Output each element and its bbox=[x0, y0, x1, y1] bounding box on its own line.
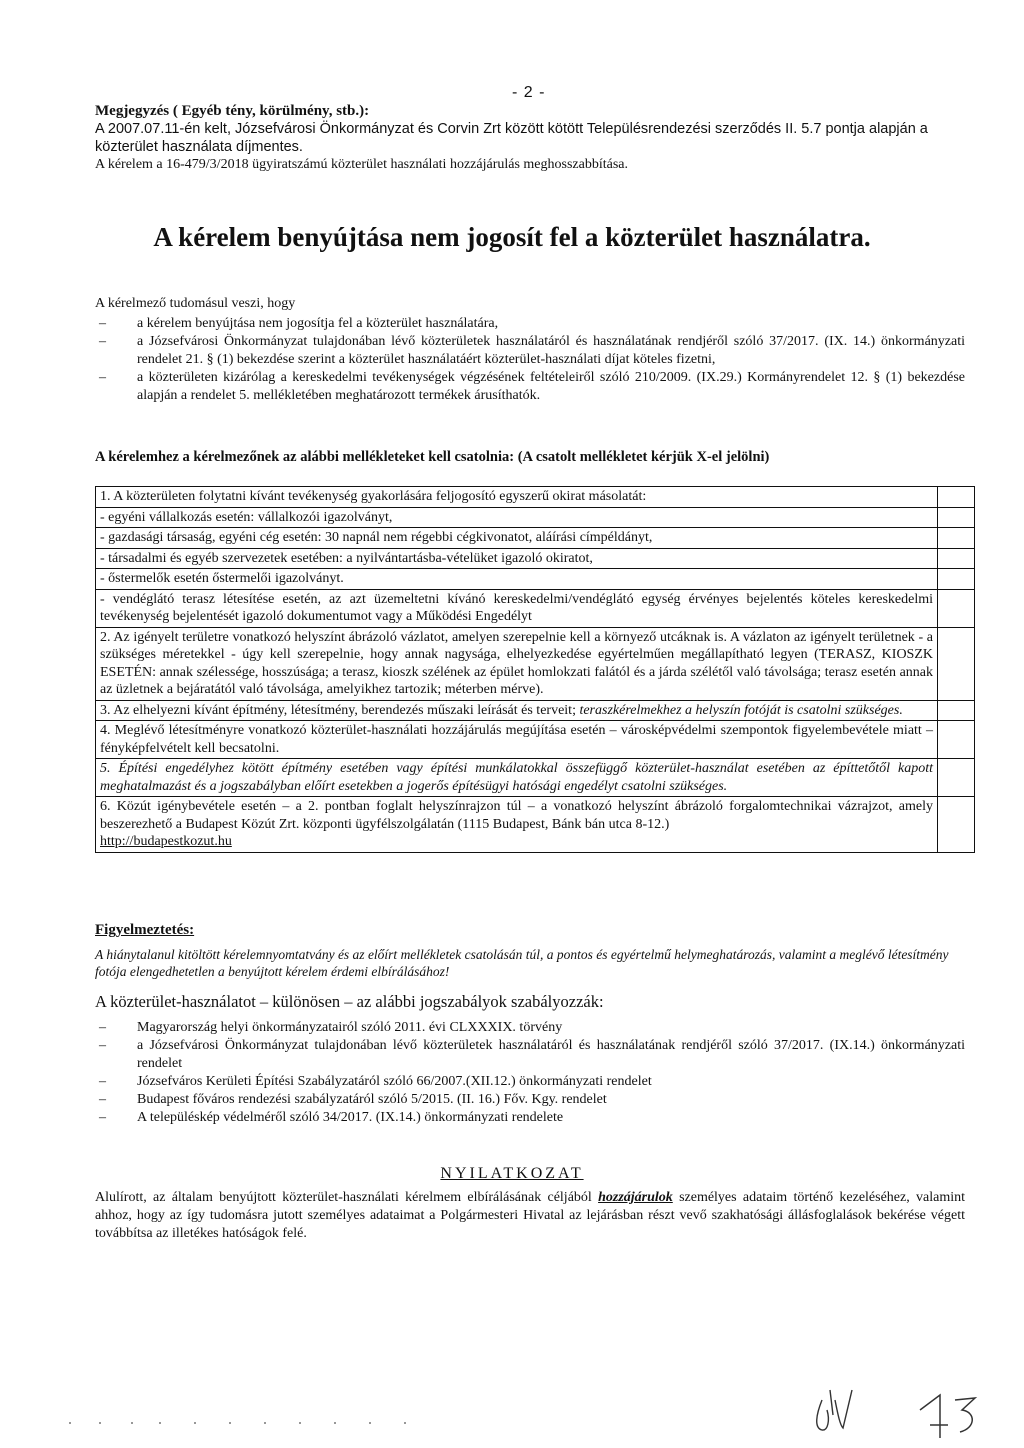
attachment-checkbox[interactable] bbox=[938, 700, 975, 721]
declaration-text bbox=[95, 1189, 965, 1243]
handwritten-signature bbox=[780, 1370, 980, 1440]
declaration-before: Alulírott, az általam benyújtott közterület-használati kérelmem elbírálásának céljából bbox=[95, 1190, 592, 1205]
attachment-checkbox[interactable] bbox=[938, 487, 975, 508]
list-item: – a közterületen kizárólag a kereskedelmi tevékenységek végzésének feltételeiről szóló 210/2009. (IX.29.) Kormányrendelet 12. § (1) bekezdése alapján a rendelet 5. mellékletében meghatározott termékek árusíthatók. bbox=[95, 369, 965, 405]
attachment-text: - társadalmi és egyéb szervezetek esetében: a nyilvántartásba-vételüket igazoló okiratot, bbox=[96, 548, 938, 569]
attachment-checkbox[interactable] bbox=[938, 507, 975, 528]
attachment-cell bbox=[96, 797, 938, 853]
page-number: - 2 - bbox=[512, 84, 546, 101]
headline: A kérelem benyújtása nem jogosít fel a közterület használatra. bbox=[153, 222, 871, 252]
attachments-heading: A kérelemhez a kérelmezőnek az alábbi mellékleteket kell csatolnia: (A csatolt mellékletet kérjük X-el jelölni) bbox=[95, 449, 770, 465]
list-item: – Magyarország helyi önkormányzatairól szóló 2011. évi CLXXXIX. törvény bbox=[95, 1019, 965, 1037]
table-row bbox=[96, 528, 975, 549]
list-item: – Józsefváros Kerületi Építési Szabályzatáról szóló 66/2007.(XII.12.) önkormányzati rendelet bbox=[95, 1073, 965, 1091]
remarks-title: Megjegyzés ( Egyéb tény, körülmény, stb.): bbox=[95, 103, 370, 119]
table-row bbox=[96, 569, 975, 590]
list-item: – A településkép védelméről szóló 34/2017. (IX.14.) önkormányzati rendelete bbox=[95, 1109, 965, 1127]
list-item: – a kérelem benyújtása nem jogosítja fel a közterület használatára, bbox=[95, 315, 965, 333]
attachment-checkbox[interactable] bbox=[938, 797, 975, 853]
attachment-text: 3. Az elhelyezni kívánt építmény, létesítmény, berendezés műszaki leírását és terveit; bbox=[100, 702, 576, 718]
attachment-cell bbox=[96, 700, 938, 721]
table-row bbox=[96, 548, 975, 569]
attachments-table bbox=[95, 486, 975, 853]
attachment-text: - vendéglátó terasz létesítése esetén, az azt üzemeltetni kívánó kereskedelmi/vendéglátó egység érvényes bejelentés köteles kereskedelmi tevékenység bejelentését igazoló dokumentumot vagy a Működési Engedélyt bbox=[96, 589, 938, 627]
laws-list bbox=[95, 1019, 965, 1127]
acknowledge-list bbox=[95, 315, 965, 405]
remarks-line-1: A 2007.07.11-én kelt, Józsefvárosi Önkormányzat és Corvin Zrt között kötött Településrendezési szerződés II. 5.7 pontja alapján a közterület használata díjmentes. bbox=[95, 121, 928, 155]
table-row bbox=[96, 700, 975, 721]
warning-text: A hiánytalanul kitöltött kérelemnyomtatvány és az előírt mellékletek csatolásán túl, a pontos és egyértelmű helymeghatározás, valamint a meglévő létesítmény fotója elengedhetetlen a benyújtott kérelem érdemi elbírálásához! bbox=[95, 947, 949, 979]
attachment-checkbox[interactable] bbox=[938, 627, 975, 700]
remarks-line-2: A kérelem a 16-479/3/2018 ügyiratszámú közterület használati hozzájárulás meghosszabbítása. bbox=[95, 157, 628, 172]
remarks-section bbox=[95, 102, 955, 174]
attachment-checkbox[interactable] bbox=[938, 548, 975, 569]
table-row bbox=[96, 487, 975, 508]
acknowledge-intro: A kérelmező tudomásul veszi, hogy bbox=[95, 296, 296, 311]
attachment-italic-note: teraszkérelmekhez a helyszín fotóját is csatolni szükséges. bbox=[579, 702, 903, 718]
table-row bbox=[96, 507, 975, 528]
scan-artifact-dots bbox=[60, 1420, 420, 1426]
attachment-checkbox[interactable] bbox=[938, 721, 975, 759]
attachment-text: 1. A közterületen folytatni kívánt tevékenység gyakorlására feljogosító egyszerű okirat másolatát: bbox=[96, 487, 938, 508]
warning-heading: Figyelmeztetés: bbox=[95, 922, 195, 938]
attachment-text: 2. Az igényelt területre vonatkozó helyszínt ábrázoló vázlatot, amelyen szerepelnie kell a környező utcáknak is. A vázlaton az igényelt területnek - a szükséges méretekkel - úgy kell szerepelnie, hogy annak nagysága, elhelyezkedése egyértelműen megállapítható legyen (TERASZ, KIOSZK ESETÉN: annak szélessége, hosszúsága; a terasz, kioszk szélének az épület homlokzati falától és a járda szélétől való távolsága; terasz esetén annak az üzletnek a bejáratától való távolsága, amelyikhez tartozik; méterben mérve). bbox=[96, 627, 938, 700]
attachment-text: 4. Meglévő létesítményre vonatkozó közterület-használati hozzájárulás megújítása esetén – városképvédelmi szempontok figyelembevétele miatt – fényképfelvételt kell becsatolni. bbox=[96, 721, 938, 759]
acknowledge-section bbox=[95, 295, 965, 405]
attachment-text: - egyéni vállalkozás esetén: vállalkozói igazolványt, bbox=[96, 507, 938, 528]
attachment-checkbox[interactable] bbox=[938, 569, 975, 590]
attachment-text: - őstermelők esetén őstermelői igazolványt. bbox=[96, 569, 938, 590]
list-item: – a Józsefvárosi Önkormányzat tulajdonában lévő közterületek használatáról és használatának rendjéről szóló 37/2017. (IX.14.) önkormányzati rendelet bbox=[95, 1037, 965, 1073]
declaration-emphasis: hozzájárulok bbox=[598, 1190, 673, 1205]
attachment-checkbox[interactable] bbox=[938, 589, 975, 627]
table-row bbox=[96, 759, 975, 797]
declaration-after: személyes adataim történő kezeléséhez, valamint ahhoz, hogy az így tudomásra jutott személyes adataimat a Polgármesteri Hivatal az lejárásban részt vevő szakhatósági állásfoglalások bekérése végett továbbítsa az illetékes hatóságok felé. bbox=[95, 1190, 965, 1241]
laws-heading: A közterület-használatot – különösen – az alábbi jogszabályok szabályozzák: bbox=[95, 992, 604, 1011]
list-item: – a Józsefvárosi Önkormányzat tulajdonában lévő közterületek használatáról és használatának rendjéről szóló 37/2017. (IX. 14.) önkormányzati rendelet 21. § (1) bekezdése szerint a közterület használatáért közterület-használati díjat köteles fizetni, bbox=[95, 333, 965, 369]
table-row bbox=[96, 797, 975, 853]
attachment-text: 5. Építési engedélyhez kötött építmény esetében vagy építési munkálatokkal összefüggő közterület-használat esetében az építtetőtől kapott meghatalmazást és a jogszabályban előírt esetekben a jogerős építésügyi hatósági engedélyt csatolni szükséges. bbox=[96, 759, 938, 797]
table-row bbox=[96, 589, 975, 627]
laws-section bbox=[95, 1017, 965, 1127]
declaration-heading: NYILATKOZAT bbox=[440, 1165, 584, 1182]
list-item: – Budapest főváros rendezési szabályzatáról szóló 5/2015. (II. 16.) Főv. Kgy. rendelet bbox=[95, 1091, 965, 1109]
attachment-text: - gazdasági társaság, egyéni cég esetén: 30 napnál nem régebbi cégkivonatot, aláírási címpéldányt, bbox=[96, 528, 938, 549]
table-row bbox=[96, 721, 975, 759]
attachment-checkbox[interactable] bbox=[938, 759, 975, 797]
kozut-link[interactable]: http://budapestkozut.hu bbox=[100, 834, 232, 849]
attachment-text: 6. Közút igénybevétele esetén – a 2. pontban foglalt helyszínrajzon túl – a vonatkozó helyszínt ábrázoló forgalomtechnikai vázrajzot, amely beszerezhető a Budapest Közút Zrt. központi ügyfélszolgálatán (1115 Budapest, Bánk bán utca 8-12.) bbox=[100, 799, 933, 832]
table-row bbox=[96, 627, 975, 700]
attachment-checkbox[interactable] bbox=[938, 528, 975, 549]
